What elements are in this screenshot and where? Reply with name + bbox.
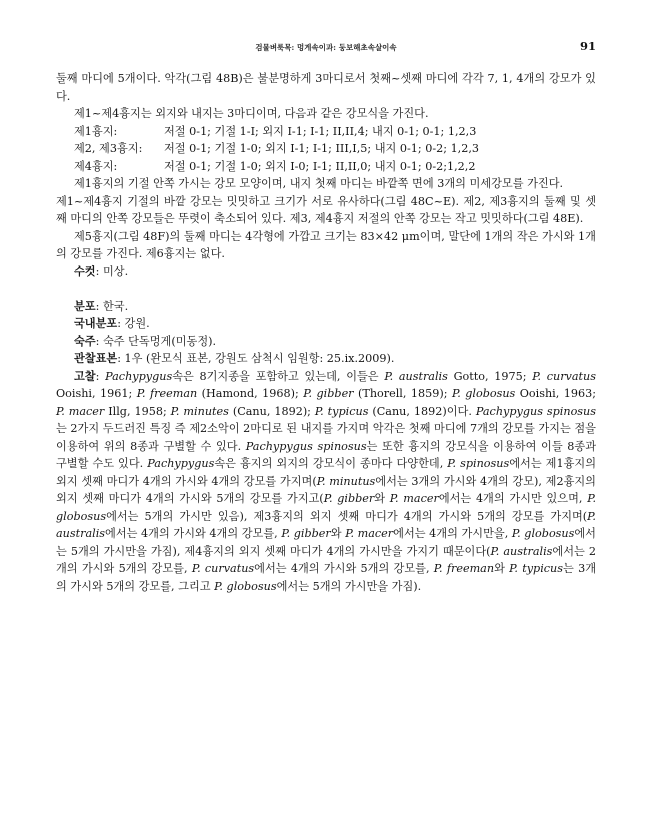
paragraph-fifth-leg: 제5흉지(그림 48F)의 둘째 마디는 4각형에 가깝고 크기는 83×42 μm이며, 말단에 1개의 작은 가시와 1개의 강모를 가진다. 제6흉지는 없다. <box>56 229 596 260</box>
field-male-label: 수컷 <box>74 263 96 278</box>
species-name: P. typicus <box>314 404 369 418</box>
species-name: P. minutes <box>170 404 229 418</box>
species-name: P. globosus <box>214 579 277 593</box>
formula-row <box>56 123 596 141</box>
discussion-run: 에서는 5개의 가시만을 가짐), 제4흉지의 외지 셋째 마디가 4개의 가시만을 가지기 때문이다( <box>56 527 596 558</box>
species-name: P. typicus <box>509 562 563 575</box>
discussion-run: 와 <box>494 562 510 575</box>
field-examined-specimens <box>56 350 596 368</box>
species-name: P. macer <box>56 404 105 418</box>
discussion-run: 속은 흉지의 외지의 강모식이 종마다 다양한데, <box>214 457 448 470</box>
discussion-label: 고찰 <box>74 368 96 383</box>
discussion-run: 와 <box>374 492 390 505</box>
discussion-run: 에서는 3개의 가시와 4개의 강모), 제2흉지의 외지 셋째 마디가 4개의 가시와 5개의 강모를 가지고( <box>56 474 596 505</box>
field-male-value: : 미상. <box>95 264 129 278</box>
formula-value: 저절 0-1; 기절 1-I; 외지 I-1; I-1; II,II,4; 내지 0-1; 0-1; 1,2,3 <box>164 124 477 138</box>
species-name: P. gibber <box>303 387 354 400</box>
species-name: P. macer <box>389 492 439 505</box>
discussion-run: 에서는 5개의 가시만 있음), 제3흉지의 외지 셋째 마디가 4개의 가시와 5개의 강모를 가지며( <box>106 509 588 523</box>
discussion-run: Ooishi, 1961; <box>56 387 137 400</box>
species-name: P. australis <box>56 509 596 540</box>
discussion-run: 에서는 제1흉지의 외지 셋째 마디가 4개의 가시와 4개의 강모를 가지며( <box>56 457 597 488</box>
species-name: Pachypygus spinosus <box>245 439 367 453</box>
discussion-run: Illg, 1958; <box>104 404 171 418</box>
discussion-run: Ooishi, 1963; <box>515 387 597 400</box>
discussion-run: 에서는 4개의 가시만을, <box>393 527 512 540</box>
discussion-run: 는 3개의 가시와 5개의 강모를, 그리고 <box>56 562 596 593</box>
species-name: P. minutus <box>316 474 376 488</box>
discussion-run: 에서는 4개의 가시만 있으며, <box>438 492 588 505</box>
species-name: P. australis <box>490 544 553 558</box>
field-distribution-value: : 한국. <box>95 299 129 313</box>
discussion-run: : <box>95 369 106 383</box>
formula-label: 제4흉지: <box>74 159 118 173</box>
running-head-title: 검물벼룩목: 멍게속이과: 둥보해초속살이속 <box>255 43 397 52</box>
field-distribution <box>56 298 596 316</box>
discussion-run: 속은 8기지종을 포함하고 있는데, 이들은 <box>172 369 385 383</box>
formula-row <box>56 158 596 176</box>
paragraph-formula-intro: 제1~제4흉지는 외지와 내지는 3마디이며, 다음과 같은 강모식을 가진다. <box>74 107 429 120</box>
field-host-value: : 숙주 단독멍게(미동정). <box>95 334 217 348</box>
discussion-run: (Hamond, 1968); <box>197 387 304 400</box>
discussion-run: 는 2가지 두드러진 특징 즉 제2소악이 2마디로 된 내지를 가지며 악각은 첫째 마디에 7개의 강모를 가지는 점을 이용하여 위의 8종과 구별할 수 있다. <box>56 422 596 453</box>
species-name: P. globosus <box>56 492 597 523</box>
species-name: Pachypygus <box>105 369 173 383</box>
field-host-label: 숙주 <box>74 333 96 348</box>
species-name: P. globosus <box>511 527 575 540</box>
formula-value: 저절 0-1; 기절 1-0; 외지 I-0; I-1; II,II,0; 내지 0-1; 0-2;1,2,2 <box>164 159 476 173</box>
discussion-run: 에서는 4개의 가시와 5개의 강모를, <box>254 562 434 575</box>
paragraph-outer-setae: 제1~제4흉지 기절의 바깥 강모는 밋밋하고 크기가 서로 유사하다(그림 48C~E). 제2, 제3흉지의 둘째 및 셋째 마디의 안쪽 강모들은 뚜렷이 축소되어 있다. 제3, 제4흉지 저절의 안쪽 강모는 작고 밋밋하다(그림 48E). <box>56 194 596 225</box>
discussion-run: 에서는 4개의 가시와 4개의 강모를, <box>105 527 282 540</box>
field-examined-specimens-value: : 1우 (완모식 표본, 강원도 삼척시 임원항: 25.ix.2009). <box>117 352 395 365</box>
discussion-text <box>56 370 596 593</box>
species-name: P. australis <box>384 369 448 383</box>
paragraph-gap <box>56 280 596 298</box>
field-domestic-distribution-value: : 강원. <box>117 317 150 330</box>
body-text-column <box>56 70 596 595</box>
field-domestic-distribution <box>56 315 596 333</box>
field-examined-specimens-label: 관찰표본 <box>74 351 118 365</box>
formula-label: 제2, 제3흉지: <box>74 142 143 155</box>
page-number: 91 <box>579 39 596 53</box>
discussion-run: 에서는 5개의 가시만을 가짐). <box>276 579 422 593</box>
field-host <box>56 333 596 351</box>
running-header <box>56 39 596 58</box>
formula-label: 제1흉지: <box>74 124 118 138</box>
field-distribution-label: 분포 <box>74 298 96 313</box>
species-name: Pachypygus <box>147 457 215 470</box>
formula-value: 저절 0-1; 기절 1-0; 외지 I-1; I-1; III,I,5; 내지 0-1; 0-2; 1,2,3 <box>164 142 480 155</box>
species-name: P. macer <box>345 527 394 540</box>
discussion-run: 에서는 2개의 가시와 5개의 강모를, <box>56 544 596 575</box>
field-male <box>56 263 596 281</box>
formula-row <box>56 140 596 158</box>
discussion-run: (Canu, 1892); <box>228 404 315 418</box>
species-name: P. gibber <box>323 492 375 505</box>
discussion-run: Gotto, 1975; <box>447 369 533 383</box>
species-name: P. globosus <box>451 387 516 400</box>
discussion-run: 는 또한 흉지의 강모식을 이용하여 이들 8종과 구별할 수도 있다. <box>56 439 597 470</box>
species-name: P. freeman <box>136 387 198 400</box>
species-name: P. gibber <box>281 527 331 540</box>
discussion-run: (Canu, 1892)이다. <box>368 404 476 418</box>
paragraph-discussion <box>56 368 596 596</box>
species-name: Pachypygus spinosus <box>475 404 596 418</box>
species-name: P. curvatus <box>191 562 255 575</box>
species-name: P. curvatus <box>532 369 596 383</box>
paragraph-opening: 둘째 마디에 5개이다. 악각(그림 48B)은 불분명하게 3마디로서 첫째~셋째 마디에 각각 7, 1, 4개의 강모가 있다. <box>56 72 596 103</box>
species-name: P. spinosus <box>447 457 510 470</box>
discussion-run: 와 <box>330 527 346 540</box>
field-domestic-distribution-label: 국내분포 <box>74 316 118 330</box>
species-name: P. freeman <box>433 562 495 575</box>
paragraph-seta-shape: 제1흉지의 기절 안쪽 가시는 강모 모양이며, 내지 첫째 마디는 바깥쪽 면에 3개의 미세강모를 가진다. <box>74 177 564 190</box>
discussion-run: (Thorell, 1859); <box>353 387 452 400</box>
seta-formula-block <box>56 123 596 176</box>
